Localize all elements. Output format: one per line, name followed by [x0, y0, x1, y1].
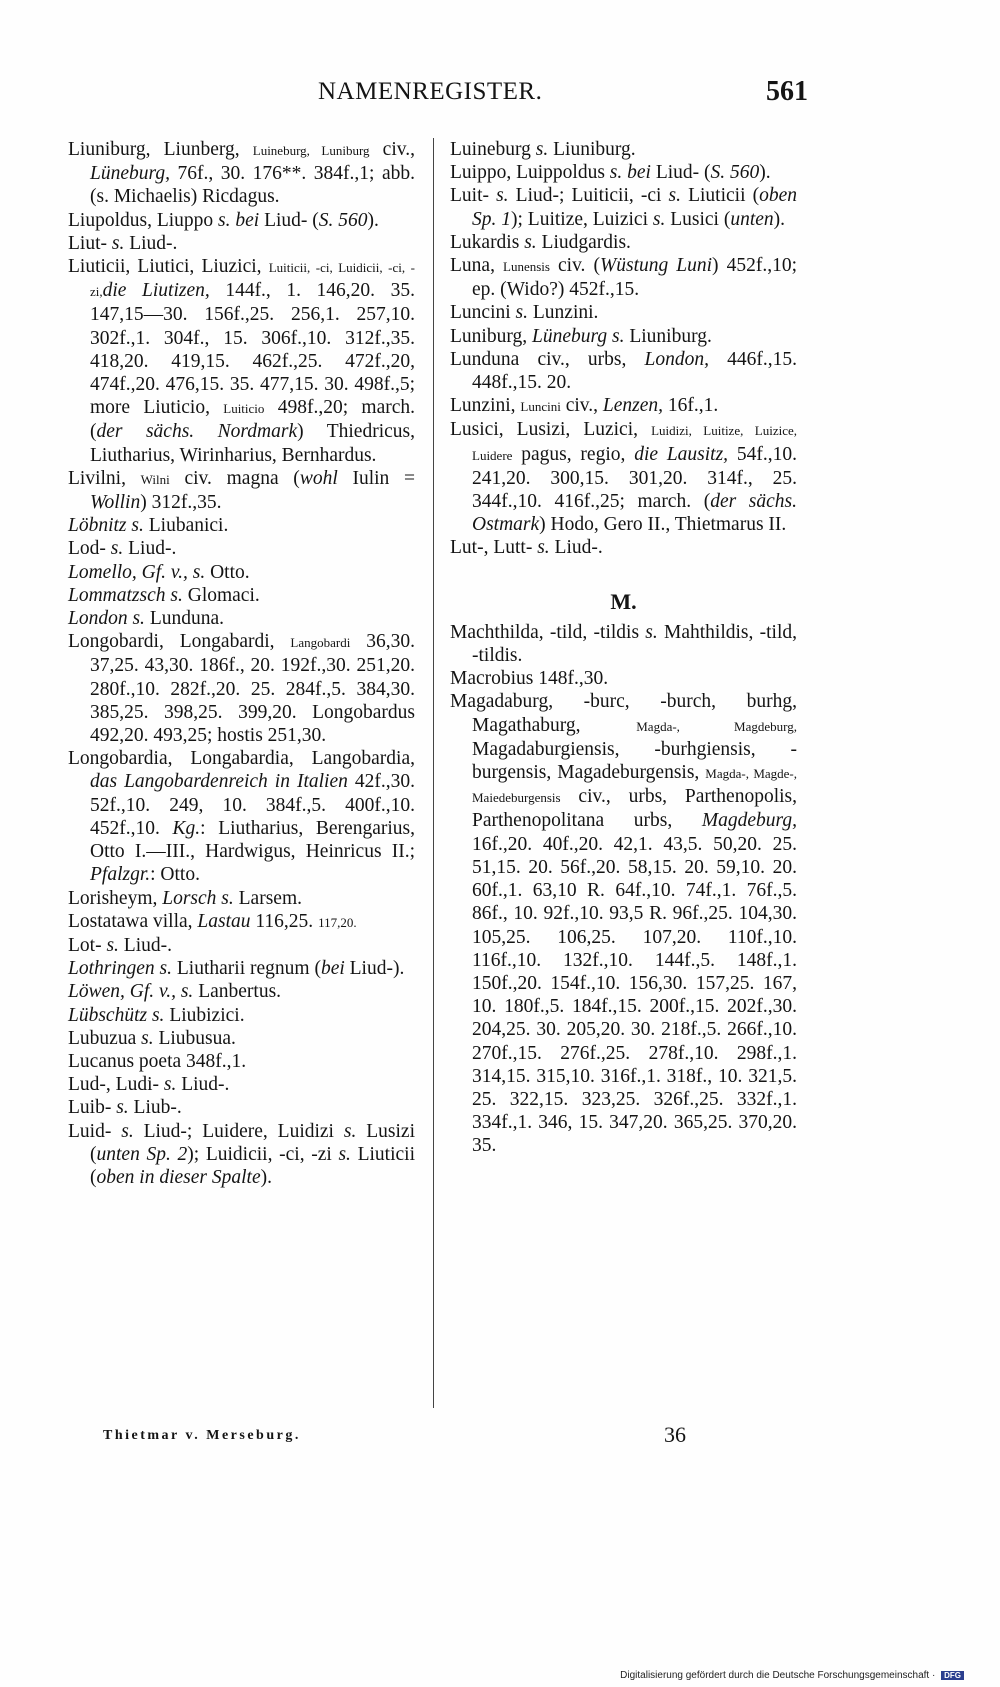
page-header [68, 78, 808, 118]
index-entry: Liuticii, Liutici, Liuzici, Luiticii, -ci, Luidicii, -ci, -zi,die Liutizen, 144f., 1. 146,20. 35. 147,15—30. 156f.,25. 256,1. 257,10. 302f.,1. 304f., 15. 306f.,10. 312f.,35. 418,20. 419,15. 462f.,25. 472f.,20, 474f.,20. 476,15. 35. 477,15. 30. 498f.,5; more Liuticio, Luiticio 498f.,20; march. (der sächs. Nordmark) Thiedricus, Liutharius, Wirinharius, Bernhardus. [68, 256, 415, 466]
dfg-logo: DFG [941, 1671, 964, 1680]
index-entry: Longobardia, Longabardia, Langobardia, das Langobardenreich in Italien 42f.,30. 52f.,10. 249, 10. 384f.,5. 400f.,10. 452f.,10. Kg.: Liutharius, Berengarius, Otto I.—III., Hardwigus, Heinricus II.; Pfalzgr.: Otto. [68, 748, 415, 886]
index-entry: Lunzini, Luncini civ., Lenzen, 16f.,1. [450, 395, 719, 417]
index-entry: Lorisheym, Lorsch s. Larsem. [68, 887, 302, 909]
index-entry: Livilni, Wilni civ. magna (wohl Iulin = Wollin) 312f.,35. [68, 467, 415, 514]
column-divider [433, 138, 434, 1408]
right-column-m-entries [450, 621, 797, 1158]
index-entry: Luit- s. Liud-; Luiticii, -ci s. Liuticii (oben Sp. 1); Luitize, Luizici s. Lusici (unten). [450, 185, 797, 230]
index-entry: Lusici, Lusizi, Luzici, Luidizi, Luitize, Luizice, Luidere pagus, regio, die Lausitz, 54f.,10. 241,20. 300,15. 301,20. 314f., 25. 344f.,10. 416f.,25; march. (der sächs. Ostmark) Hodo, Gero II., Thietmarus II. [450, 419, 797, 536]
index-entry: Liut- s. Liud-. [68, 232, 178, 254]
index-entry: Luniburg, Lüneburg s. Liuniburg. [450, 325, 712, 347]
footer-book-title: Thietmar v. Merseburg. [103, 1428, 301, 1443]
index-entry: Luippo, Luippoldus s. bei Liud- (S. 560). [450, 162, 771, 184]
index-entry: Löwen, Gf. v., s. Lanbertus. [68, 981, 282, 1003]
index-entry: Luib- s. Liub-. [68, 1097, 182, 1119]
index-entry: Longobardi, Longabardi, Langobardi 36,30. 37,25. 43,30. 186f., 20. 192f.,30. 251,20. 280f.,10. 282f.,20. 25. 284f.,5. 384,30. 385,25. 398,25. 399,20. Longobardus 492,20. 493,25; hostis 251,30. [68, 631, 415, 747]
index-entry: Lommatzsch s. Glomaci. [68, 584, 260, 606]
index-entry: Macrobius 148f.,30. [450, 668, 609, 690]
index-entry: Löbnitz s. Liubanici. [68, 515, 229, 537]
right-column-l-entries [450, 138, 797, 560]
index-entry: Luineburg s. Liuniburg. [450, 139, 636, 160]
page-number: 561 [766, 76, 808, 107]
section-heading: M. [610, 588, 637, 614]
index-entry: Machthilda, -tild, -tildis s. Mahthildis, -tild, -tildis. [450, 621, 798, 667]
index-entry: Lud-, Ludi- s. Liud-. [68, 1074, 230, 1096]
index-entry: Lod- s. Liud-. [68, 538, 177, 560]
index-entry: Luid- s. Liud-; Luidere, Luidizi s. Lusizi (unten Sp. 2); Luidicii, -ci, -zi s. Liuticii (oben in dieser Spalte). [68, 1120, 416, 1188]
index-entry: Lothringen s. Liutharii regnum (bei Liud-). [68, 958, 405, 980]
right-column [450, 138, 797, 1158]
index-entry: Lubuzua s. Liubusua. [68, 1027, 236, 1049]
index-entry: Lunduna civ., urbs, London, 446f.,15. 448f.,15. 20. [450, 348, 797, 394]
index-entry: Magadaburg, -burc, -burch, burhg, Magathaburg, Magda-, Magdeburg, Magadaburgiensis, -burhgiensis, -burgensis, Magadeburgensis, Magda-, Magde-, Maiedeburgensis civ., urbs, Parthenopolis, Parthenopolitana urbs, Magdeburg, 16f.,20. 40f.,20. 42,1. 43,5. 50,20. 25. 51,15. 20. 56f.,20. 58,15. 20. 59,10. 20. 60f.,1. 63,10 R. 64f.,10. 74f.,1. 76f.,5. 86f., 10. 92f.,10. 93,5 R. 96f.,25. 104,30. 105,25. 106,25. 107,20. 110f.,10. 116f.,10. 132f.,10. 144f.,5. 148f.,1. 150f.,20. 154f.,10. 156,30. 157,25. 167, 10. 180f.,5. 184f.,15. 200f.,15. 202f.,30. 204,25. 30. 205,20. 30. 218f.,5. 266f.,10. 270f.,15. 276f.,25. 278f.,10. 298f.,1. 314,15. 315,10. 316f.,1. 318f., 10. 321,5. 25. 322,15. 323,25. 326f.,25. 332f.,1. 334f.,1. 346, 15. 347,20. 365,25. 370,20. 35. [450, 691, 798, 1157]
index-entry: Lot- s. Liud-. [68, 934, 172, 956]
index-entry: Luna, Lunensis civ. (Wüstung Luni) 452f.,10; ep. (Wido?) 452f.,15. [450, 255, 797, 301]
index-entry: Lomello, Gf. v., s. Otto. [68, 561, 250, 583]
left-column [68, 138, 415, 1189]
index-entry: Liuniburg, Liunberg, Luineburg, Luniburg civ., Lüneburg, 76f., 30. 176**. 384f.,1; abb. (s. Michaelis) Ricdagus. [68, 139, 415, 208]
credit-text: Digitalisierung gefördert durch die Deutsche Forschungsgemeinschaft · [620, 1670, 936, 1681]
running-title: NAMENREGISTER. [318, 78, 543, 105]
footer-signature: 36 [664, 1422, 686, 1447]
index-entry: Lut-, Lutt- s. Liud-. [450, 537, 603, 559]
index-entry: Lübschütz s. Liubizici. [68, 1004, 245, 1026]
index-entry: Liupoldus, Liuppo s. bei Liud- (S. 560). [68, 209, 379, 231]
index-entry: Lukardis s. Liudgardis. [450, 231, 631, 253]
index-entry: Luncini s. Lunzini. [450, 302, 599, 324]
index-entry: Lucanus poeta 348f.,1. [68, 1050, 247, 1072]
digitization-credit [620, 1670, 964, 1681]
index-entry: Lostatawa villa, Lastau 116,25. 117,20. [68, 910, 357, 932]
index-entry: London s. Lunduna. [68, 608, 225, 630]
